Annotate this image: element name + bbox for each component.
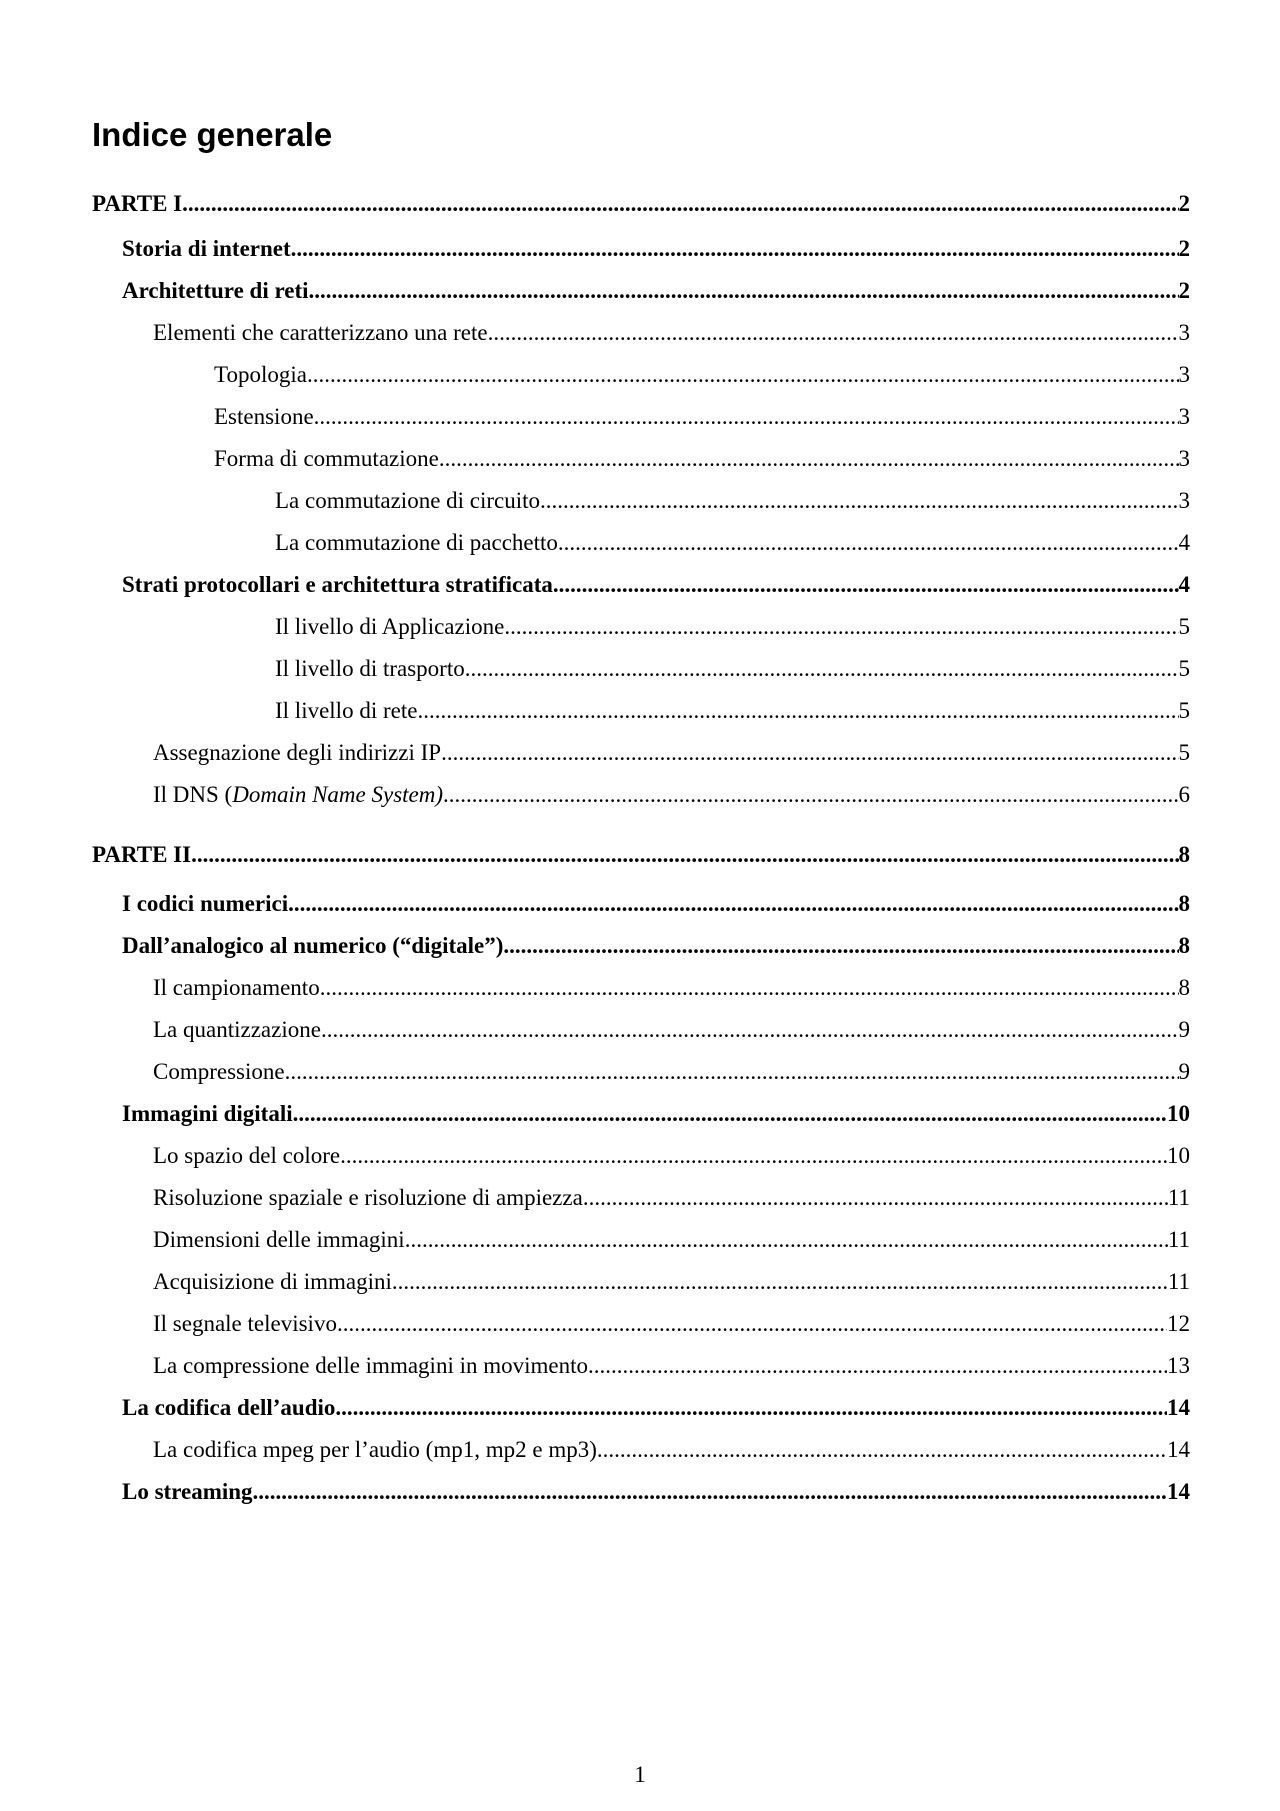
toc-entry[interactable]: Lo streaming ..... 14 bbox=[122, 1477, 1190, 1507]
toc-entry[interactable]: Assegnazione degli indirizzi IP ..... 5 bbox=[153, 738, 1190, 768]
toc-entry[interactable]: Immagini digitali ..... 10 bbox=[122, 1099, 1190, 1129]
toc-entry[interactable]: Il DNS (Domain Name System) ..... 6 bbox=[153, 780, 1190, 810]
toc-entry[interactable]: Forma di commutazione ..... 3 bbox=[214, 444, 1190, 474]
page-number: 1 bbox=[634, 1762, 646, 1787]
toc-entry[interactable]: Estensione ..... 3 bbox=[214, 402, 1190, 432]
toc-entry[interactable]: Risoluzione spaziale e risoluzione di ampiezza ..... 11 bbox=[153, 1183, 1190, 1213]
toc-entry[interactable]: La commutazione di pacchetto ..... 4 bbox=[275, 528, 1190, 558]
toc-entry[interactable]: Acquisizione di immagini ..... 11 bbox=[153, 1267, 1190, 1297]
toc-entry[interactable]: La codifica dell’audio ..... 14 bbox=[122, 1393, 1190, 1423]
toc-entry[interactable]: Strati protocollari e architettura stratificata ..... 4 bbox=[122, 570, 1190, 600]
toc-entry-part-1[interactable]: PARTE I ..... 2 bbox=[92, 189, 1190, 219]
toc-entry[interactable]: Architetture di reti ..... 2 bbox=[122, 276, 1190, 306]
toc-entry[interactable]: Il livello di rete ..... 5 bbox=[275, 696, 1190, 726]
toc-entry[interactable]: I codici numerici ..... 8 bbox=[122, 889, 1190, 919]
toc-entry[interactable]: Storia di internet ..... 2 bbox=[122, 234, 1190, 264]
toc-entry-part-2[interactable]: PARTE II ..... 8 bbox=[92, 840, 1190, 870]
toc-entry[interactable]: Compressione ..... 9 bbox=[153, 1057, 1190, 1087]
toc-entry[interactable]: La commutazione di circuito ..... 3 bbox=[275, 486, 1190, 516]
toc-entry[interactable]: Il livello di trasporto ..... 5 bbox=[275, 654, 1190, 684]
toc-entry[interactable]: Lo spazio del colore ..... 10 bbox=[153, 1141, 1190, 1171]
toc-entry[interactable]: Il segnale televisivo ..... 12 bbox=[153, 1309, 1190, 1339]
toc-entry[interactable]: La quantizzazione ..... 9 bbox=[153, 1015, 1190, 1045]
toc-entry[interactable]: Il livello di Applicazione ..... 5 bbox=[275, 612, 1190, 642]
toc-entry[interactable]: Topologia ..... 3 bbox=[214, 360, 1190, 390]
toc-entry[interactable]: La codifica mpeg per l’audio (mp1, mp2 e mp3) ..... 14 bbox=[153, 1435, 1190, 1465]
toc-entry[interactable]: Dall’analogico al numerico (“digitale”) ..... 8 bbox=[122, 931, 1190, 961]
toc-entry[interactable]: Il campionamento ..... 8 bbox=[153, 973, 1190, 1003]
toc-title: Indice generale bbox=[92, 116, 333, 153]
toc-entry[interactable]: Dimensioni delle immagini ..... 11 bbox=[153, 1225, 1190, 1255]
toc-entry[interactable]: Elementi che caratterizzano una rete ..... 3 bbox=[153, 318, 1190, 348]
toc-entry[interactable]: La compressione delle immagini in movimento ..... 13 bbox=[153, 1351, 1190, 1381]
